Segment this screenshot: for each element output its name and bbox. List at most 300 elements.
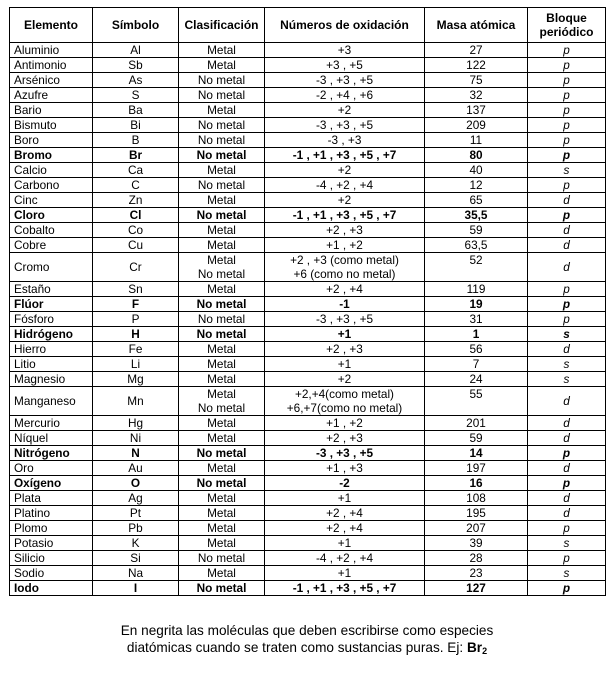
cell-clasificacion [179, 103, 265, 118]
oxidacion-line: +3 [337, 43, 352, 57]
table-row [10, 342, 606, 357]
cell-simbolo: As [93, 73, 179, 88]
cell-masa: 63,5 [425, 238, 528, 253]
cell-oxidacion [265, 103, 425, 118]
cell-clasificacion [179, 253, 265, 282]
clasificacion-line: No metal [196, 327, 247, 341]
cell-masa: 16 [425, 476, 528, 491]
cell-simbolo: Zn [93, 193, 179, 208]
cell-bloque: p [528, 446, 606, 461]
clasificacion-line: Metal [207, 282, 236, 296]
cell-simbolo: Ba [93, 103, 179, 118]
cell-clasificacion [179, 163, 265, 178]
table-row [10, 118, 606, 133]
clasificacion-line: Metal [207, 342, 236, 356]
table-row [10, 297, 606, 312]
cell-bloque: s [528, 536, 606, 551]
clasificacion-line: Metal [207, 238, 236, 252]
cell-oxidacion [265, 387, 425, 416]
cell-bloque: s [528, 163, 606, 178]
table-row [10, 581, 606, 596]
table-header-row [10, 8, 606, 43]
cell-masa: 119 [425, 282, 528, 297]
cell-bloque: s [528, 327, 606, 342]
cell-oxidacion [265, 521, 425, 536]
footnote-line2-text: diatómicas cuando se traten como sustancias puras. Ej: [126, 640, 464, 655]
cell-oxidacion [265, 193, 425, 208]
cell-oxidacion [265, 342, 425, 357]
cell-clasificacion [179, 476, 265, 491]
cell-clasificacion [179, 431, 265, 446]
cell-clasificacion [179, 133, 265, 148]
header-clasificacion: Clasificación [179, 8, 265, 43]
cell-oxidacion [265, 536, 425, 551]
cell-simbolo: P [93, 312, 179, 327]
cell-elemento: Cromo [10, 253, 93, 282]
cell-clasificacion [179, 506, 265, 521]
cell-simbolo: I [93, 581, 179, 596]
cell-simbolo: Li [93, 357, 179, 372]
table-row [10, 551, 606, 566]
cell-elemento: Cloro [10, 208, 93, 223]
cell-clasificacion [179, 461, 265, 476]
cell-bloque: p [528, 476, 606, 491]
cell-masa: 28 [425, 551, 528, 566]
cell-bloque: p [528, 88, 606, 103]
cell-bloque: p [528, 178, 606, 193]
cell-masa: 14 [425, 446, 528, 461]
clasificacion-line: Metal [207, 416, 236, 430]
cell-simbolo: Br [93, 148, 179, 163]
cell-elemento: Aluminio [10, 43, 93, 58]
clasificacion-line: No metal [197, 312, 246, 326]
cell-bloque: s [528, 357, 606, 372]
clasificacion-line: No metal [196, 446, 247, 460]
cell-clasificacion [179, 223, 265, 238]
cell-oxidacion [265, 372, 425, 387]
cell-clasificacion [179, 566, 265, 581]
clasificacion-line: Metal [207, 357, 236, 371]
cell-elemento: Oro [10, 461, 93, 476]
cell-oxidacion [265, 581, 425, 596]
cell-bloque: p [528, 43, 606, 58]
cell-masa: 23 [425, 566, 528, 581]
cell-elemento: Níquel [10, 431, 93, 446]
clasificacion-line: No metal [197, 133, 246, 147]
cell-simbolo: B [93, 133, 179, 148]
table-row [10, 357, 606, 372]
cell-oxidacion [265, 416, 425, 431]
cell-elemento: Sodio [10, 566, 93, 581]
cell-masa: 35,5 [425, 208, 528, 223]
cell-simbolo: Au [93, 461, 179, 476]
oxidacion-line: -1 , +1 , +3 , +5 , +7 [292, 148, 397, 162]
cell-simbolo: Cl [93, 208, 179, 223]
cell-masa: 55 [425, 387, 528, 416]
cell-simbolo: Ag [93, 491, 179, 506]
cell-oxidacion [265, 491, 425, 506]
oxidacion-line: +1 , +2 [326, 238, 363, 252]
cell-simbolo: Co [93, 223, 179, 238]
cell-clasificacion [179, 282, 265, 297]
cell-masa: 195 [425, 506, 528, 521]
cell-masa: 32 [425, 88, 528, 103]
cell-elemento: Platino [10, 506, 93, 521]
clasificacion-line: Metal [207, 223, 236, 237]
cell-oxidacion [265, 58, 425, 73]
oxidacion-line: +2 , +3 [326, 342, 363, 356]
cell-masa: 24 [425, 372, 528, 387]
oxidacion-line: +1 [337, 327, 352, 341]
clasificacion-line: Metal [207, 372, 236, 386]
table-row [10, 253, 606, 282]
table-row [10, 58, 606, 73]
cell-oxidacion [265, 282, 425, 297]
cell-simbolo: C [93, 178, 179, 193]
cell-simbolo: K [93, 536, 179, 551]
cell-elemento: Hidrógeno [10, 327, 93, 342]
cell-clasificacion [179, 491, 265, 506]
cell-simbolo: Sn [93, 282, 179, 297]
clasificacion-line: No metal [196, 581, 247, 595]
cell-simbolo: Fe [93, 342, 179, 357]
clasificacion-line: No metal [196, 476, 247, 490]
oxidacion-line: +1 [337, 536, 352, 550]
cell-masa: 12 [425, 178, 528, 193]
oxidacion-line: +2 , +3 [326, 223, 363, 237]
cell-bloque: p [528, 133, 606, 148]
clasificacion-line: No metal [196, 297, 247, 311]
cell-elemento: Cobre [10, 238, 93, 253]
cell-clasificacion [179, 327, 265, 342]
footnote-line2 [0, 639, 614, 660]
cell-clasificacion [179, 148, 265, 163]
clasificacion-line: No metal [197, 73, 246, 87]
table-row [10, 521, 606, 536]
cell-masa: 80 [425, 148, 528, 163]
oxidacion-line: -2 [339, 476, 350, 490]
cell-bloque: p [528, 208, 606, 223]
cell-bloque: p [528, 103, 606, 118]
clasificacion-line: Metal [207, 506, 236, 520]
cell-clasificacion [179, 208, 265, 223]
cell-clasificacion [179, 238, 265, 253]
cell-bloque: s [528, 566, 606, 581]
clasificacion-line: No metal [197, 178, 246, 192]
cell-masa: 209 [425, 118, 528, 133]
table-row [10, 476, 606, 491]
table-row [10, 416, 606, 431]
oxidacion-line: -3 , +3 , +5 [315, 73, 374, 87]
table-row [10, 88, 606, 103]
cell-simbolo: Si [93, 551, 179, 566]
cell-bloque: p [528, 118, 606, 133]
cell-simbolo: Ca [93, 163, 179, 178]
table-row [10, 536, 606, 551]
table-row [10, 133, 606, 148]
cell-oxidacion [265, 43, 425, 58]
header-bloque-line1: Bloque [546, 11, 587, 25]
cell-simbolo: S [93, 88, 179, 103]
oxidacion-line: +1 , +3 [326, 461, 363, 475]
table-row [10, 431, 606, 446]
cell-bloque: p [528, 73, 606, 88]
cell-clasificacion [179, 58, 265, 73]
cell-simbolo: Na [93, 566, 179, 581]
cell-masa: 127 [425, 581, 528, 596]
cell-elemento: Boro [10, 133, 93, 148]
table-row [10, 148, 606, 163]
oxidacion-line: -1 , +1 , +3 , +5 , +7 [292, 581, 397, 595]
cell-clasificacion [179, 178, 265, 193]
clasificacion-line: Metal [207, 163, 236, 177]
clasificacion-line: Metal [207, 43, 236, 57]
oxidacion-line: -1 , +1 , +3 , +5 , +7 [292, 208, 397, 222]
cell-bloque: p [528, 551, 606, 566]
cell-simbolo: H [93, 327, 179, 342]
cell-elemento: Litio [10, 357, 93, 372]
cell-clasificacion [179, 88, 265, 103]
table-row [10, 223, 606, 238]
cell-bloque: d [528, 253, 606, 282]
cell-clasificacion [179, 118, 265, 133]
cell-elemento: Cinc [10, 193, 93, 208]
cell-oxidacion [265, 327, 425, 342]
header-oxidacion: Números de oxidación [265, 8, 425, 43]
cell-clasificacion [179, 521, 265, 536]
cell-bloque: d [528, 193, 606, 208]
oxidacion-line: +2 , +3 [326, 431, 363, 445]
cell-clasificacion [179, 357, 265, 372]
cell-bloque: d [528, 506, 606, 521]
table-row [10, 193, 606, 208]
cell-simbolo: N [93, 446, 179, 461]
cell-oxidacion [265, 431, 425, 446]
table-row [10, 566, 606, 581]
cell-bloque: p [528, 58, 606, 73]
cell-oxidacion [265, 163, 425, 178]
header-bloque [528, 8, 606, 43]
cell-simbolo: Cu [93, 238, 179, 253]
cell-bloque: p [528, 581, 606, 596]
oxidacion-line: +2 , +4 [326, 506, 363, 520]
oxidacion-line: -3 , +3 , +5 [315, 446, 374, 460]
cell-elemento: Bromo [10, 148, 93, 163]
cell-bloque: d [528, 416, 606, 431]
cell-masa: 40 [425, 163, 528, 178]
cell-clasificacion [179, 387, 265, 416]
cell-clasificacion [179, 372, 265, 387]
cell-clasificacion [179, 416, 265, 431]
oxidacion-line: -1 [339, 297, 350, 311]
table-row [10, 506, 606, 521]
cell-clasificacion [179, 297, 265, 312]
oxidacion-line: +6,+7(como no metal) [286, 401, 403, 415]
cell-oxidacion [265, 566, 425, 581]
cell-simbolo: Bi [93, 118, 179, 133]
cell-masa: 197 [425, 461, 528, 476]
table-row [10, 282, 606, 297]
cell-clasificacion [179, 342, 265, 357]
cell-masa: 137 [425, 103, 528, 118]
footnote-formula [467, 640, 487, 655]
cell-elemento: Fósforo [10, 312, 93, 327]
clasificacion-line: Metal [207, 387, 236, 401]
oxidacion-line: +2 [337, 372, 352, 386]
table-row [10, 461, 606, 476]
cell-oxidacion [265, 312, 425, 327]
cell-simbolo: Cr [93, 253, 179, 282]
cell-elemento: Bario [10, 103, 93, 118]
cell-elemento: Nitrógeno [10, 446, 93, 461]
table-row [10, 208, 606, 223]
cell-bloque: p [528, 282, 606, 297]
cell-elemento: Bismuto [10, 118, 93, 133]
cell-masa: 27 [425, 43, 528, 58]
cell-oxidacion [265, 148, 425, 163]
cell-elemento: Iodo [10, 581, 93, 596]
cell-bloque: p [528, 521, 606, 536]
cell-bloque: d [528, 431, 606, 446]
clasificacion-line: Metal [207, 103, 236, 117]
cell-elemento: Oxígeno [10, 476, 93, 491]
oxidacion-line: -3 , +3 , +5 [315, 118, 374, 132]
cell-oxidacion [265, 208, 425, 223]
clasificacion-line: No metal [197, 88, 246, 102]
oxidacion-line: -4 , +2 , +4 [315, 551, 374, 565]
cell-elemento: Cobalto [10, 223, 93, 238]
cell-oxidacion [265, 476, 425, 491]
clasificacion-line: Metal [207, 566, 236, 580]
header-elemento: Elemento [10, 8, 93, 43]
clasificacion-line: No metal [196, 148, 247, 162]
cell-masa: 7 [425, 357, 528, 372]
oxidacion-line: +2 [337, 163, 352, 177]
cell-oxidacion [265, 88, 425, 103]
cell-bloque: p [528, 312, 606, 327]
cell-oxidacion [265, 297, 425, 312]
oxidacion-line: +1 , +2 [326, 416, 363, 430]
oxidacion-line: +2 [337, 103, 352, 117]
clasificacion-line: Metal [207, 253, 236, 267]
oxidacion-line: +1 [337, 357, 352, 371]
cell-bloque: d [528, 461, 606, 476]
cell-bloque: p [528, 297, 606, 312]
cell-simbolo: Mn [93, 387, 179, 416]
cell-clasificacion [179, 536, 265, 551]
cell-masa: 201 [425, 416, 528, 431]
footnote-line1: En negrita las moléculas que deben escribirse como especies [120, 623, 494, 638]
cell-clasificacion [179, 193, 265, 208]
cell-masa: 1 [425, 327, 528, 342]
oxidacion-line: +2 , +3 (como metal) [290, 253, 399, 267]
oxidacion-line: -2 , +4 , +6 [315, 88, 374, 102]
elements-table-container [9, 7, 605, 596]
table-row [10, 238, 606, 253]
table-row [10, 163, 606, 178]
oxidacion-line: +6 (como no metal) [293, 267, 396, 281]
cell-elemento: Arsénico [10, 73, 93, 88]
table-row [10, 43, 606, 58]
cell-masa: 52 [425, 253, 528, 282]
header-masa: Masa atómica [425, 8, 528, 43]
cell-elemento: Estaño [10, 282, 93, 297]
formula-subscript: 2 [482, 646, 488, 656]
cell-elemento: Azufre [10, 88, 93, 103]
cell-simbolo: F [93, 297, 179, 312]
table-row [10, 103, 606, 118]
cell-masa: 65 [425, 193, 528, 208]
header-simbolo: Símbolo [93, 8, 179, 43]
clasificacion-line: Metal [207, 521, 236, 535]
cell-elemento: Silicio [10, 551, 93, 566]
table-row [10, 372, 606, 387]
cell-simbolo: Pt [93, 506, 179, 521]
formula-base: Br [466, 640, 483, 655]
table-body [10, 43, 606, 596]
clasificacion-line: Metal [207, 491, 236, 505]
cell-simbolo: Hg [93, 416, 179, 431]
cell-oxidacion [265, 551, 425, 566]
cell-masa: 11 [425, 133, 528, 148]
oxidacion-line: +1 [337, 566, 352, 580]
cell-masa: 122 [425, 58, 528, 73]
clasificacion-line: Metal [207, 536, 236, 550]
clasificacion-line: No metal [197, 267, 246, 281]
cell-simbolo: O [93, 476, 179, 491]
cell-elemento: Plata [10, 491, 93, 506]
clasificacion-line: No metal [197, 401, 246, 415]
cell-oxidacion [265, 506, 425, 521]
cell-elemento: Plomo [10, 521, 93, 536]
oxidacion-line: +2 , +4 [326, 521, 363, 535]
clasificacion-line: Metal [207, 461, 236, 475]
cell-elemento: Calcio [10, 163, 93, 178]
cell-oxidacion [265, 238, 425, 253]
table-row [10, 327, 606, 342]
cell-masa: 59 [425, 223, 528, 238]
cell-elemento: Carbono [10, 178, 93, 193]
cell-bloque: d [528, 491, 606, 506]
cell-oxidacion [265, 178, 425, 193]
table-row [10, 387, 606, 416]
cell-clasificacion [179, 581, 265, 596]
cell-simbolo: Pb [93, 521, 179, 536]
oxidacion-line: +2 [337, 193, 352, 207]
footnote [0, 622, 614, 660]
cell-masa: 207 [425, 521, 528, 536]
cell-elemento: Potasio [10, 536, 93, 551]
cell-elemento: Mercurio [10, 416, 93, 431]
cell-bloque: d [528, 342, 606, 357]
cell-bloque: d [528, 387, 606, 416]
cell-masa: 31 [425, 312, 528, 327]
clasificacion-line: Metal [207, 193, 236, 207]
cell-oxidacion [265, 461, 425, 476]
cell-oxidacion [265, 133, 425, 148]
cell-oxidacion [265, 223, 425, 238]
cell-oxidacion [265, 73, 425, 88]
cell-clasificacion [179, 446, 265, 461]
clasificacion-line: No metal [197, 118, 246, 132]
cell-oxidacion [265, 253, 425, 282]
cell-masa: 19 [425, 297, 528, 312]
oxidacion-line: +1 [337, 491, 352, 505]
cell-oxidacion [265, 446, 425, 461]
cell-masa: 75 [425, 73, 528, 88]
clasificacion-line: No metal [196, 208, 247, 222]
table-row [10, 312, 606, 327]
